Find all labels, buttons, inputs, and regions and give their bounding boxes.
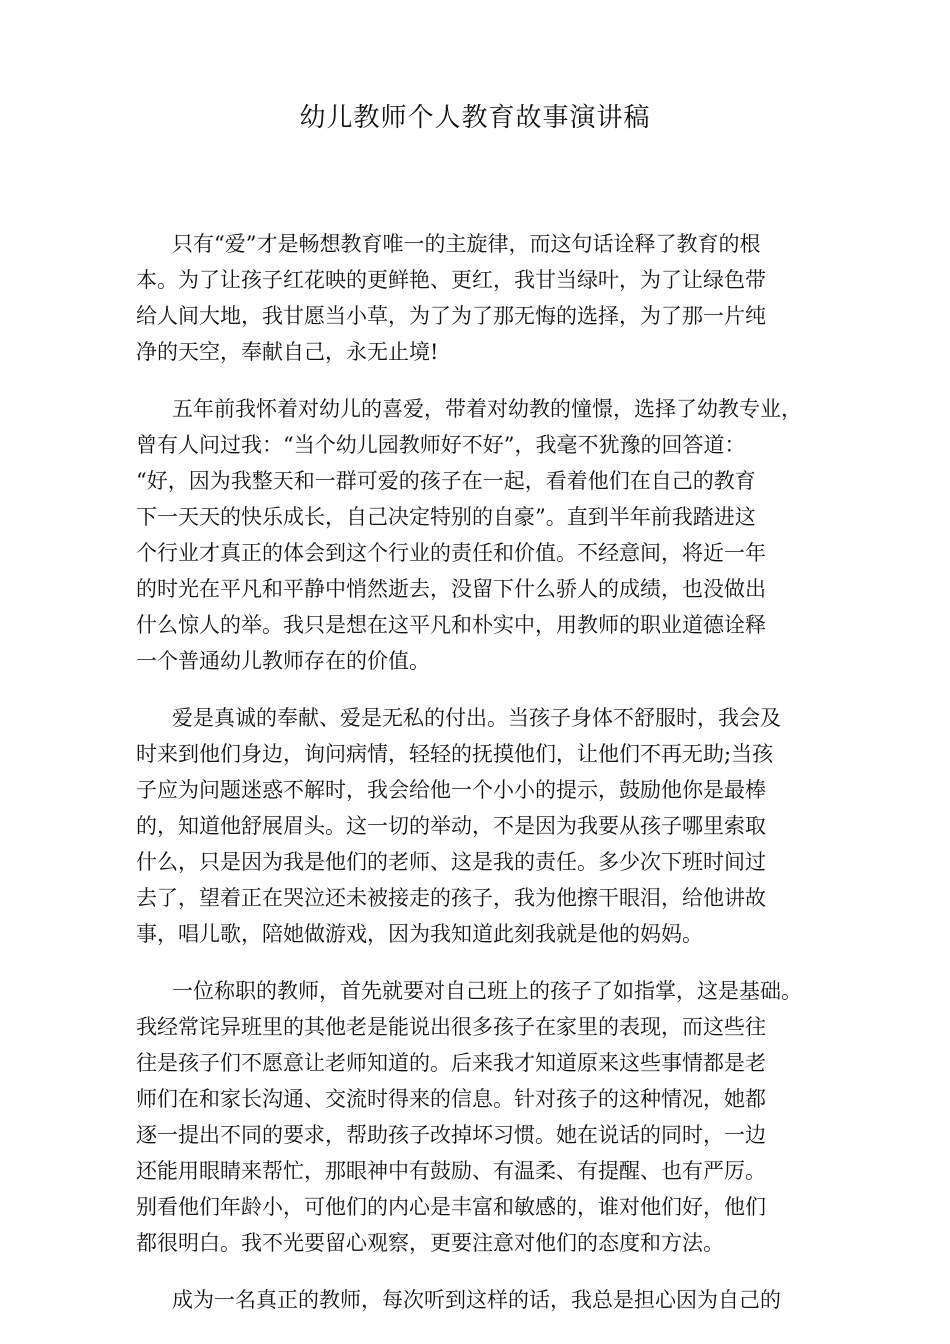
text-line: 爱是真诚的奉献、爱是无私的付出。当孩子身体不舒服时，我会及: [172, 706, 781, 730]
paragraph: [136, 1282, 836, 1318]
text-line: 的时光在平凡和平静中悄然逝去，没留下什么骄人的成绩，也没做出: [136, 577, 766, 601]
paragraph: [136, 700, 836, 952]
text-line: 曾有人问过我：“当个幼儿园教师好不好”，我毫不犹豫的回答道：: [136, 433, 746, 457]
text-line: “好，因为我整天和一群可爱的孩子在一起，看着他们在自己的教育: [136, 469, 756, 493]
text-line: 本。为了让孩子红花映的更鲜艳、更红，我甘当绿叶，为了让绿色带: [136, 268, 766, 292]
text-line: 往是孩子们不愿意让老师知道的。后来我才知道原来这些事情都是老: [136, 1051, 766, 1075]
text-line: 只有“爱”才是畅想教育唯一的主旋律，而这句话诠释了教育的根: [172, 232, 761, 256]
text-line: 成为一名真正的教师，每次听到这样的话，我总是担心因为自己的: [172, 1288, 781, 1312]
text-line: 都很明白。我不光要留心观察，更要注意对他们的态度和方法。: [136, 1231, 724, 1255]
text-line: 一个普通幼儿教师存在的价值。: [136, 649, 430, 673]
document-title: 幼儿教师个人教育故事演讲稿: [299, 103, 651, 133]
text-line: 师们在和家长沟通、交流时得来的信息。针对孩子的这种情况，她都: [136, 1087, 766, 1111]
text-line: 净的天空，奉献自己，永无止境!: [136, 340, 439, 364]
text-line: 个行业才真正的体会到这个行业的责任和价值。不经意间，将近一年: [136, 541, 766, 565]
text-line: 子应为问题迷惑不解时，我会给他一个小小的提示，鼓励他你是最棒: [136, 778, 766, 802]
text-line: 一位称职的教师，首先就要对自己班上的孩子了如指掌，这是基础。: [172, 979, 802, 1003]
text-line: 的，知道他舒展眉头。这一切的举动，不是因为我要从孩子哪里索取: [136, 814, 766, 838]
text-line: 我经常诧异班里的其他老是能说出很多孩子在家里的表现，而这些往: [136, 1015, 766, 1039]
text-line: 五年前我怀着对幼儿的喜爱，带着对幼教的憧憬，选择了幼教专业，: [172, 397, 802, 421]
paragraph: [136, 226, 836, 370]
document-body: [136, 226, 836, 1339]
text-line: 还能用眼睛来帮忙，那眼神中有鼓励、有温柔、有提醒、也有严厉。: [136, 1159, 766, 1183]
text-line: 什么惊人的举。我只是想在这平凡和朴实中，用教师的职业道德诠释: [136, 613, 766, 637]
paragraph: [136, 391, 836, 679]
text-line: 什么，只是因为我是他们的老师、这是我的责任。多少次下班时间过: [136, 850, 766, 874]
text-line: 下一天天的快乐成长，自己决定特别的自豪”。直到半年前我踏进这: [136, 505, 756, 529]
text-line: 给人间大地，我甘愿当小草，为了为了那无悔的选择，为了那一片纯: [136, 304, 766, 328]
text-line: 时来到他们身边，询问病情，轻轻的抚摸他们，让他们不再无助;当孩: [136, 742, 774, 766]
text-line: 去了，望着正在哭泣还未被接走的孩子，我为他擦干眼泪，给他讲故: [136, 886, 766, 910]
text-line: 事，唱儿歌，陪她做游戏，因为我知道此刻我就是他的妈妈。: [136, 922, 703, 946]
text-line: 别看他们年龄小，可他们的内心是丰富和敏感的，谁对他们好，他们: [136, 1195, 766, 1219]
paragraph: [136, 973, 836, 1261]
text-line: 逐一提出不同的要求，帮助孩子改掉坏习惯。她在说话的同时，一边: [136, 1123, 766, 1147]
